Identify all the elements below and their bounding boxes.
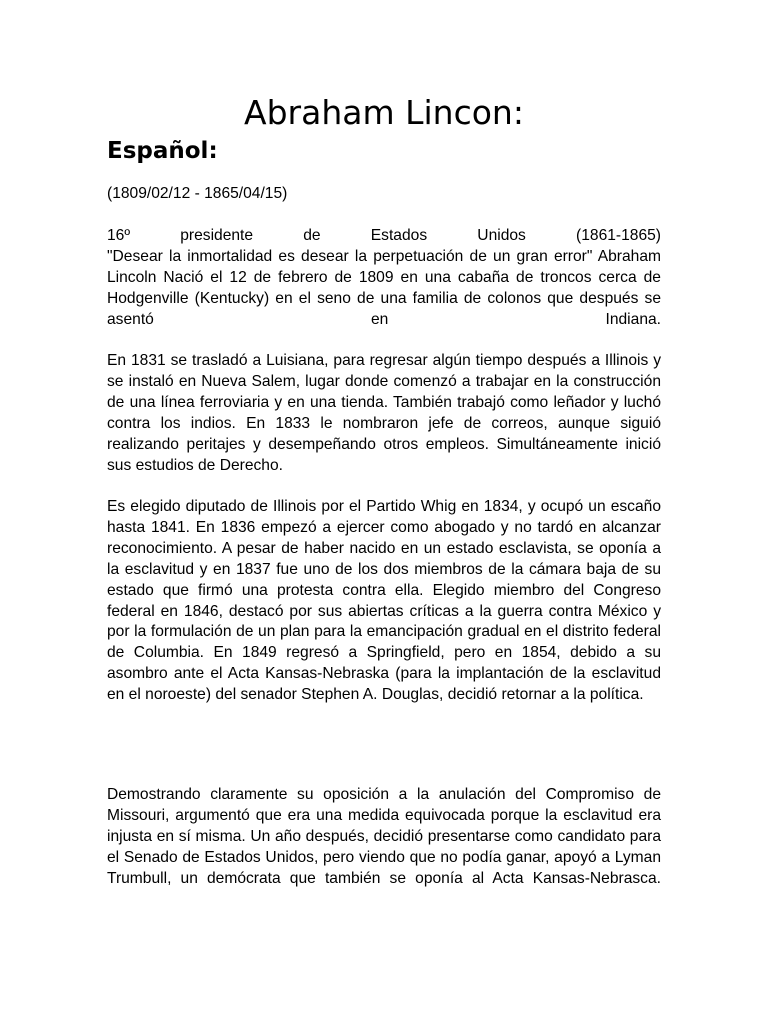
paragraph-2: En 1831 se trasladó a Luisiana, para regresar algún tiempo después a Illinois y se instaló en Nueva Salem, lugar donde comenzó a trabajar en la construcción de una línea ferroviaria y en una tienda. También trabajó como leñador y luchó contra los indios. En 1833 le nombraron jefe de correos, aunque siguió realizando peritajes y desempeñando otros empleos. Simultáneamente inició sus estudios de Derecho. xyxy=(107,352,661,474)
document-title: Abraham Lincon: xyxy=(244,93,524,132)
paragraph-1-body: "Desear la inmortalidad es desear la perpetuación de un gran error" Abraham Lincoln Nació el 12 de febrero de 1809 en una cabaña de troncos cerca de Hodgenville (Kentucky) en el seno de una familia de colonos que después se asentó en Indiana. xyxy=(107,247,661,328)
paragraph-1 xyxy=(107,226,661,331)
document-subtitle: Español: xyxy=(107,138,218,164)
paragraph-4: Demostrando claramente su oposición a la anulación del Compromiso de Missouri, argumentó que era una medida equivocada porque la esclavitud era injusta en sí misma. Un año después, decidió presentarse como candidato para el Senado de Estados Unidos, pero viendo que no podía ganar, apoyó a Lyman Trumbull, un demócrata que también se oponía al Acta Kansas-Nebrasca. xyxy=(107,786,661,887)
paragraph-1-first-line: 16º presidente de Estados Unidos (1861-1865) xyxy=(107,227,661,244)
life-dates: (1809/02/12 - 1865/04/15) xyxy=(107,185,288,202)
paragraph-3: Es elegido diputado de Illinois por el Partido Whig en 1834, y ocupó un escaño hasta 1841. En 1836 empezó a ejercer como abogado y no tardó en alcanzar reconocimiento. A pesar de haber nacido en un estado esclavista, se oponía a la esclavitud y en 1837 fue uno de los dos miembros de la cámara baja de su estado que firmó una protesta contra ella. Elegido miembro del Congreso federal en 1846, destacó por sus abiertas críticas a la guerra contra México y por la formulación de un plan para la emancipación gradual en el distrito federal de Columbia. En 1849 regresó a Springfield, pero en 1854, debido a su asombro ante el Acta Kansas-Nebraska (para la implantación de la esclavitud en el noroeste) del senador Stephen A. Douglas, decidió retornar a la política. xyxy=(107,498,661,704)
